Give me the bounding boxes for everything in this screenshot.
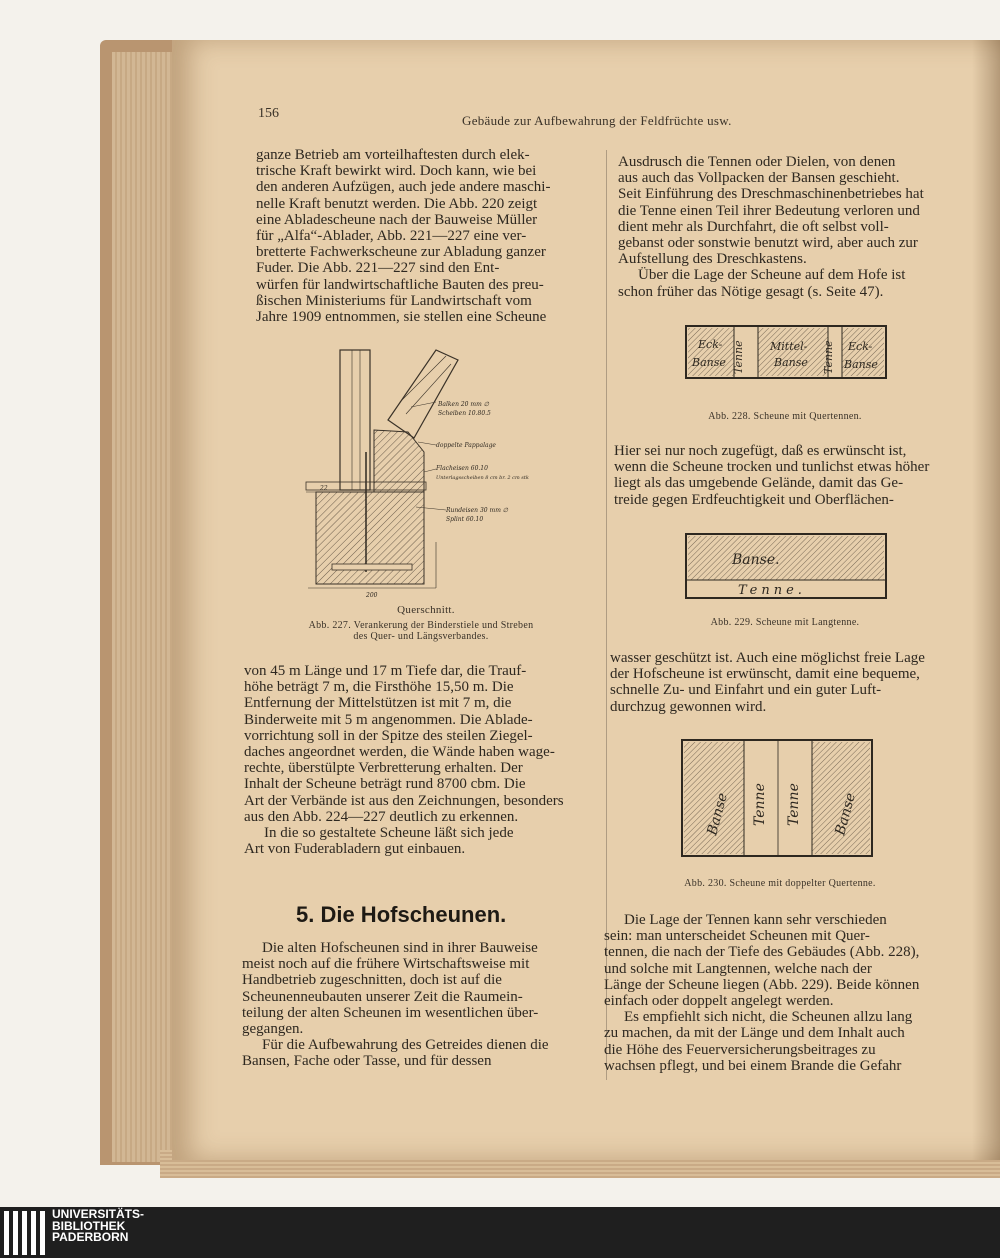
fig229-label: Tenne. (738, 583, 806, 598)
text-line: die Höhe des Feuerversicherungsbeitrages zu (604, 1041, 876, 1058)
fig230-label: Banse (704, 791, 732, 838)
fig227-caption-line1: Abb. 227. Verankerung der Binderstiele und Streben (308, 620, 534, 631)
text-line: Länge der Scheune liegen (Abb. 229). Beide können (604, 976, 920, 993)
fig228-label: Mittel- (770, 340, 808, 353)
figure-229-drawing (684, 530, 890, 602)
fig227-annotation: Balken 20 mm ∅ (438, 401, 489, 408)
text-line: einfach oder doppelt angelegt werden. (604, 993, 834, 1010)
text-line: In die so gestaltete Scheune läßt sich jede (264, 825, 514, 842)
text-line: Jahre 1909 entnommen, sie stellen eine Scheune (256, 309, 547, 326)
text-line: höhe beträgt 7 m, die Firsthöhe 15,50 m. Die (244, 679, 514, 696)
text-line: Ausdrusch die Tennen oder Dielen, von denen (618, 154, 896, 170)
right-paragraph-1 (618, 154, 962, 300)
fig227-annotation: Scheiben 10.80.5 (438, 410, 491, 417)
section-heading: 5. Die Hofscheunen. (296, 902, 507, 927)
text-line: sein: man unterscheidet Scheunen mit Quer- (604, 928, 870, 945)
text-line: bretterte Fachwerkscheune zur Abladung ganzer (256, 244, 546, 261)
text-line: zu machen, da mit der Länge und dem Inhalt auch (604, 1025, 905, 1042)
page-gutter-shadow (972, 40, 1000, 1160)
text-line: treide gegen Erdfeuchtigkeit und Oberflächen- (614, 491, 894, 508)
text-line: Seit Einführung des Dreschmaschinenbetriebes hat (618, 186, 924, 203)
text-line: die Tenne einen Teil ihrer Bedeutung verloren und (618, 202, 920, 219)
fig227-annotation: Splint 60.10 (446, 516, 484, 523)
fig230-caption: Abb. 230. Scheune mit doppelter Quertenne. (684, 878, 876, 889)
library-name-line: UNIVERSITÄTS- (52, 1207, 145, 1221)
fig227-dimension: 22 (320, 485, 328, 492)
text-line: eine Abladescheune nach der Bauweise Müller (256, 211, 538, 228)
text-line: dient mehr als Durchfahrt, die oft selbst voll- (618, 218, 889, 235)
text-line: gebanst oder sonstwie benutzt wird, aber auch zur (618, 235, 918, 252)
library-name (52, 1209, 144, 1244)
left-paragraph-1 (256, 147, 598, 325)
figure-227-drawing (296, 342, 566, 602)
text-line: Art von Fuderabladern gut einbauen. (244, 841, 466, 858)
library-name-line: PADERBORN (52, 1230, 129, 1244)
text-line: und solche mit Langtennen, welche nach der (604, 960, 872, 977)
text-line: Scheunenneubauten unserer Zeit die Raumein- (242, 988, 523, 1005)
fig228-label: Tenne (822, 340, 835, 374)
fig229-caption: Abb. 229. Scheune mit Langtenne. (710, 617, 860, 628)
left-paragraph-2 (244, 663, 588, 857)
running-title: Gebäude zur Aufbewahrung der Feldfrüchte usw. (462, 113, 732, 128)
text-line: daches angeordnet werden, die Wände haben wage- (244, 744, 555, 761)
text-line: ganze Betrieb am vorteilhaftesten durch elek- (256, 147, 530, 163)
text-line: liegt als das umgebende Gelände, damit das Ge- (614, 475, 904, 492)
fig228-label: Eck- (848, 340, 873, 353)
text-line: Die Lage der Tennen kann sehr verschieden (624, 912, 887, 928)
fig230-label: Tenne (752, 783, 768, 826)
text-line: Aufstellung des Dreschkastens. (618, 251, 807, 268)
library-logo-icon (0, 1207, 48, 1258)
text-line: Für die Aufbewahrung des Getreides dienen die (262, 1037, 549, 1054)
text-line: Fuder. Die Abb. 221—227 sind den Ent- (256, 260, 500, 277)
fig228-caption: Abb. 228. Scheune mit Quertennen. (708, 411, 862, 422)
text-line: Bansen, Fache oder Tasse, und für dessen (242, 1053, 492, 1070)
text-line: schnelle Zu- und Einfahrt und ein guter Luft- (610, 682, 882, 699)
fig230-label: Banse (832, 791, 860, 838)
text-line: nelle Kraft benutzt werden. Die Abb. 220 zeigt (256, 195, 538, 212)
fig227-annotation: doppelte Pappalage (436, 442, 496, 449)
text-line: Die alten Hofscheunen sind in ihrer Bauweise (262, 940, 538, 956)
text-line: Handbetrieb zugeschnitten, doch ist auf die (242, 972, 502, 989)
text-line: Hier sei nur noch zugefügt, daß es erwünscht ist, (614, 443, 907, 459)
text-line: meist noch auf die frühere Wirtschaftsweise mit (242, 956, 530, 973)
text-line: wenn die Scheune trocken und tunlichst etwas höher (614, 459, 930, 476)
text-line: vorrichtung soll in der Spitze des steilen Ziegel- (244, 727, 533, 744)
text-line: aus den Abb. 224—227 deutlich zu erkennen. (244, 808, 519, 825)
fig228-label: Banse (692, 356, 726, 369)
figure-230-drawing (678, 736, 878, 862)
fig228-label: Banse (774, 356, 808, 369)
fig228-label: Banse (844, 358, 878, 371)
fig229-label: Banse. (732, 552, 780, 568)
fig227-dimension: 200 (366, 592, 378, 599)
text-line: Entfernung der Mittelstützen ist mit 7 m, die (244, 695, 512, 712)
text-line: Binderweite mit 5 m angenommen. Die Ablade- (244, 711, 533, 728)
text-line: gegangen. (242, 1021, 304, 1038)
text-line: Über die Lage der Scheune auf dem Hofe ist (638, 267, 906, 284)
fig228-label: Eck- (698, 338, 723, 351)
library-footer-bar (0, 1207, 1000, 1258)
right-paragraph-2 (614, 443, 958, 508)
text-line: Es empfiehlt sich nicht, die Scheunen allzu lang (624, 1009, 913, 1026)
text-line: durchzug gewonnen wird. (610, 698, 767, 715)
library-name-line: BIBLIOTHEK (52, 1218, 126, 1233)
text-line: der Hofscheune ist erwünscht, damit eine bequeme, (610, 666, 920, 683)
text-line: wachsen pflegt, und bei einem Brande die Gefahr (604, 1057, 902, 1074)
text-line: den anderen Aufzügen, auch jede andere maschi- (256, 179, 551, 196)
text-line: tennen, die nach der Tiefe des Gebäudes (Abb. 228), (604, 944, 920, 961)
text-line: von 45 m Länge und 17 m Tiefe dar, die Trauf- (244, 663, 527, 679)
text-line: schon früher das Nötige gesagt (s. Seite 47). (618, 283, 884, 300)
right-paragraph-4 (604, 912, 946, 1074)
fig230-label: Tenne (786, 783, 802, 826)
text-line: rechte, überstülpte Verbretterung erhalten. Der (244, 760, 523, 777)
text-line: würfen für landwirtschaftliche Bauten des preu- (256, 276, 544, 293)
text-line: teilung der alten Scheunen im wesentlichen über- (242, 1004, 539, 1021)
text-line: Inhalt der Scheune beträgt rund 8700 cbm. Die (244, 776, 526, 793)
fig227-caption-line2: des Quer- und Längsverbandes. (353, 631, 489, 642)
figure-228-drawing (684, 322, 890, 382)
right-paragraph-3 (610, 650, 954, 715)
fig227-annotation: Unterlagsscheiben 8 cm br. 2 cm stk (436, 475, 529, 481)
fig227-section-label: Querschnitt. (397, 604, 455, 616)
text-line: ßischen Ministeriums für Landwirtschaft vom (256, 292, 532, 309)
page-number: 156 (258, 106, 279, 121)
fig227-annotation: Flacheisen 60.10 (436, 465, 488, 472)
text-line: trische Kraft bewirkt wird. Doch kann, wie bei (256, 163, 537, 180)
text-line: aus auch das Vollpacken der Bansen geschieht. (618, 170, 900, 187)
fig228-label: Tenne (732, 340, 745, 374)
text-line: für „Alfa“-Ablader, Abb. 221—227 eine ver- (256, 228, 527, 245)
text-line: wasser geschützt ist. Auch eine möglichst freie Lage (610, 650, 925, 666)
fig227-annotation: Rundeisen 30 mm ∅ (446, 507, 509, 514)
left-paragraph-3 (242, 940, 582, 1070)
text-line: Art der Verbände ist aus den Zeichnungen, besonders (244, 792, 564, 809)
